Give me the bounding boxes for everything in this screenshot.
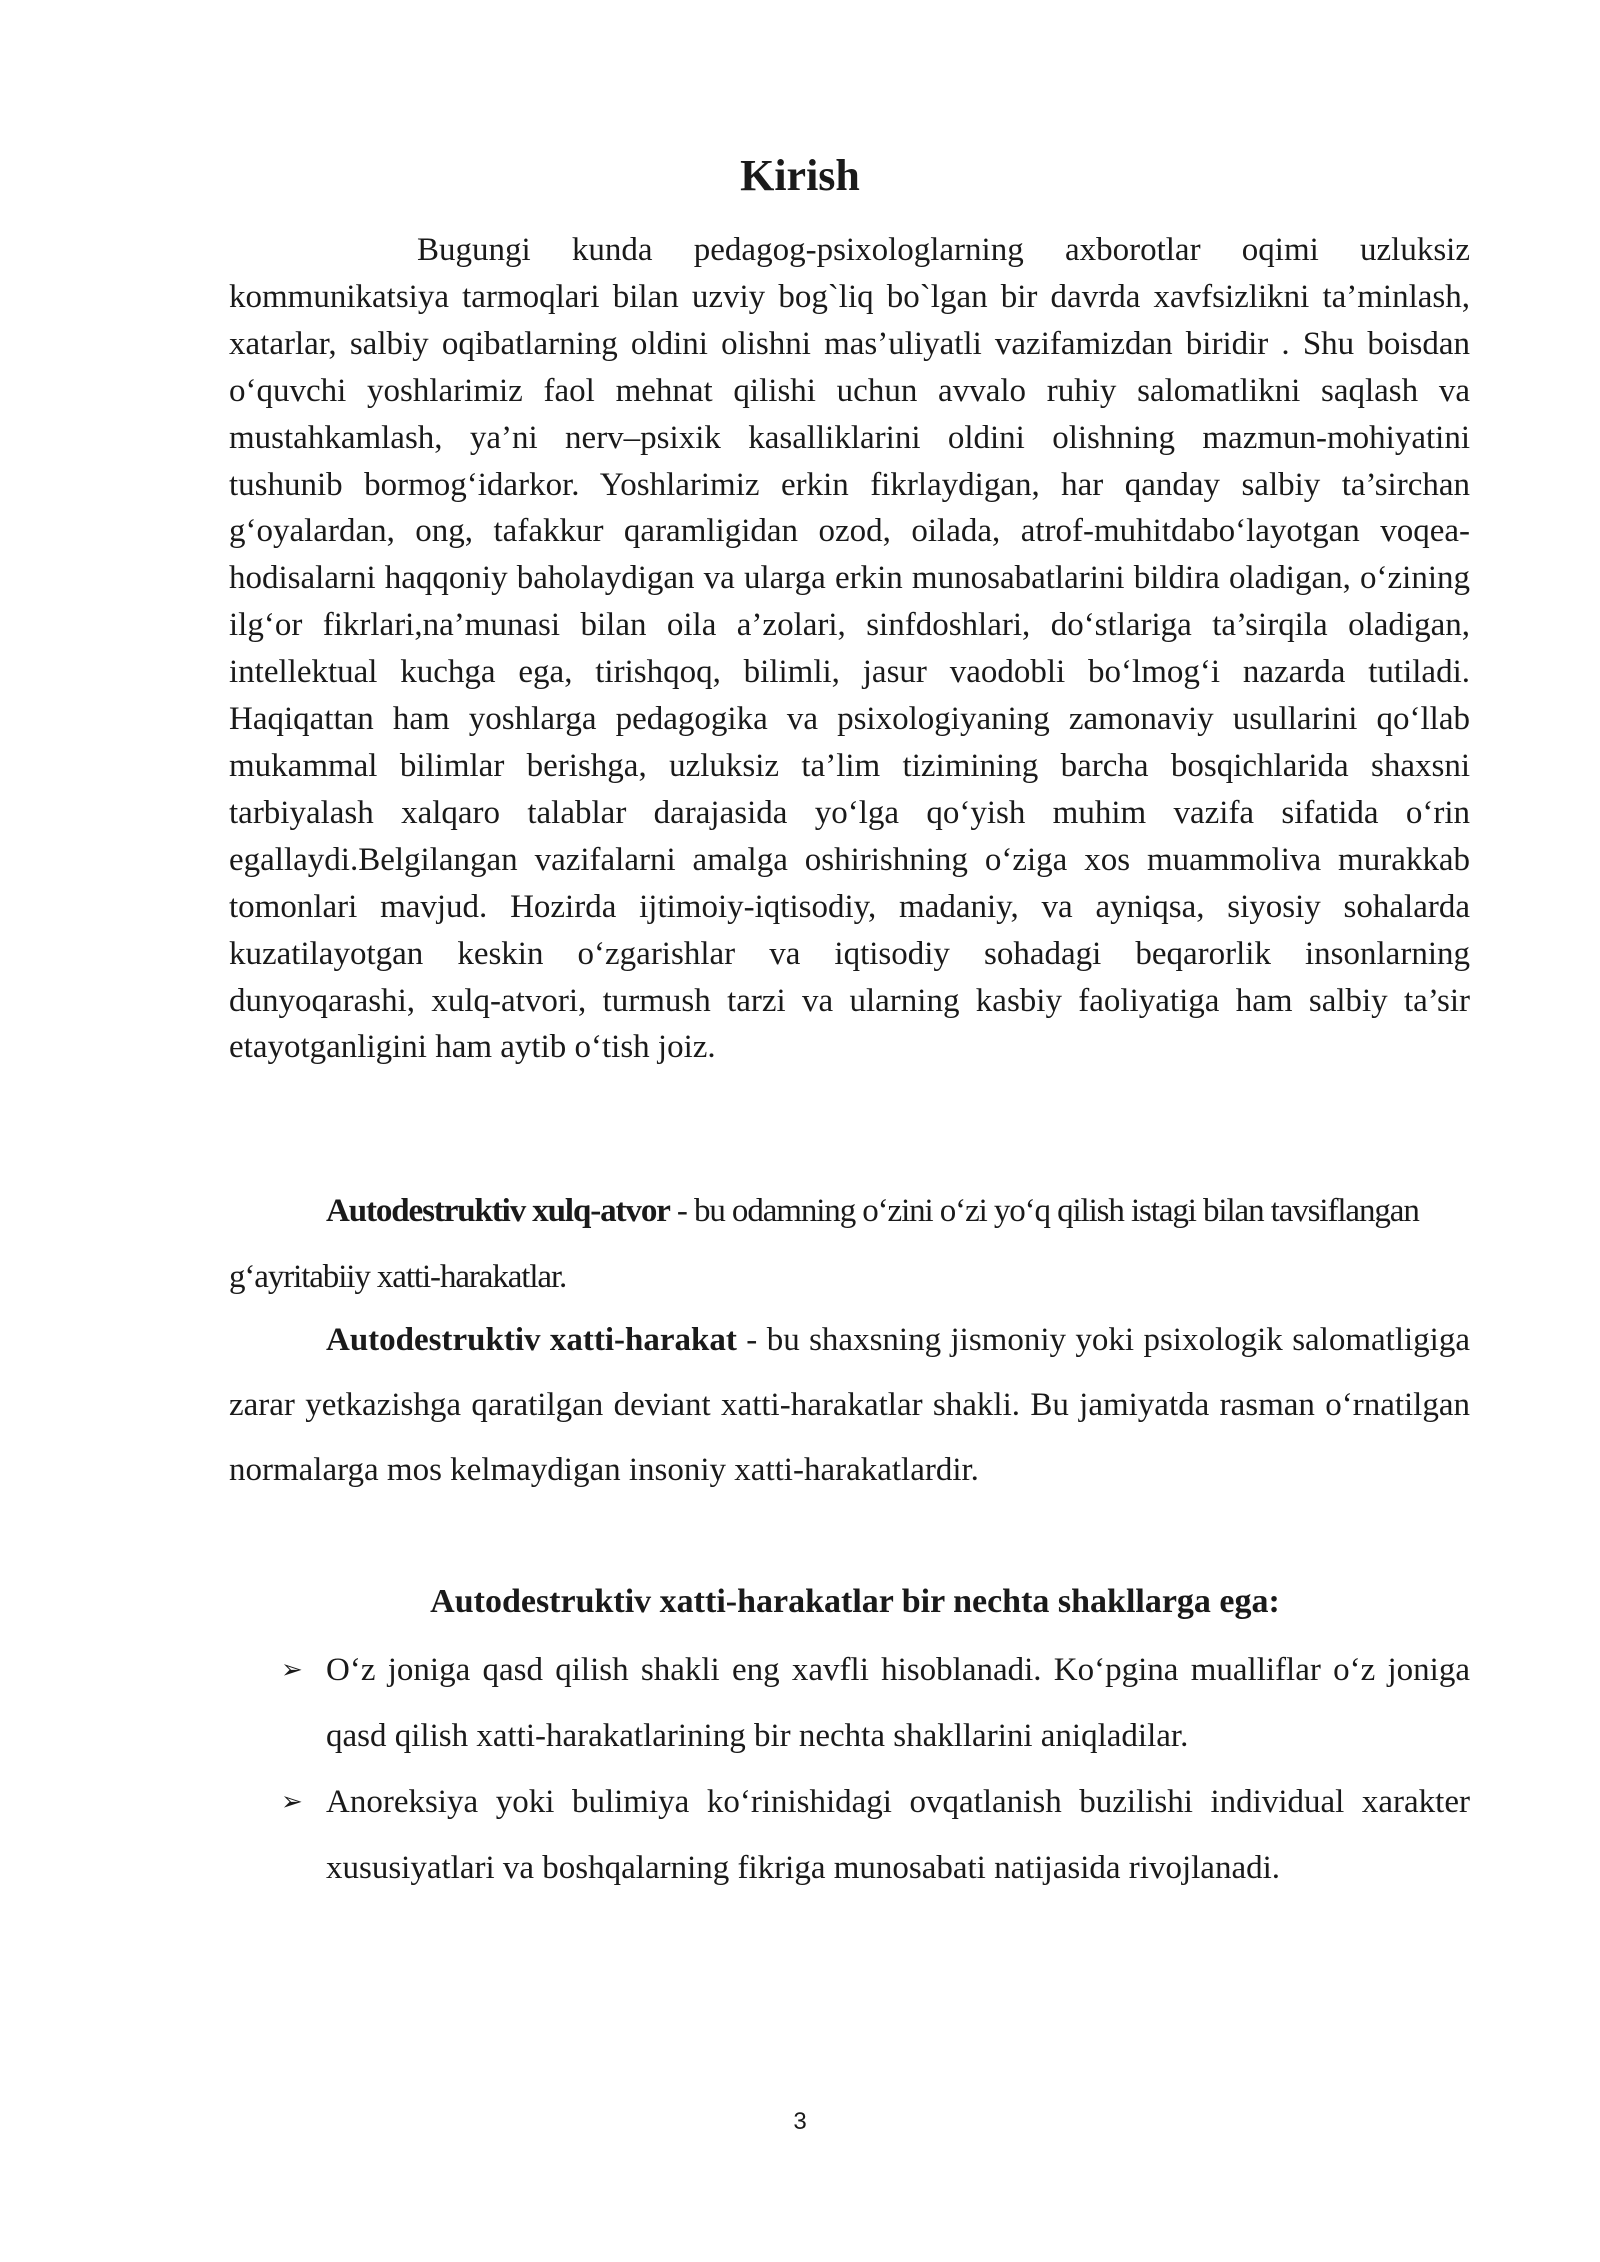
list-item-text: Anoreksiya yoki bulimiya ko‘rinishidagi ovqatlanish buzilishi individual xarakter xususiyatlari va boshqalarning fikriga munosabati natijasida rivojlanadi. (326, 1784, 1470, 1886)
definition-text-1: - bu odamning o‘zini o‘zi yo‘q qilish istagi bilan tavsiflangan g‘ayritabiiy xatti-harakatlar. (229, 1193, 1419, 1295)
forms-heading: Autodestruktiv xatti-harakatlar bir nechta shakllarga ega: (430, 1583, 1280, 1620)
page-title: Kirish (740, 151, 860, 200)
definition-text-2: - bu shaxsning jismoniy yoki psixologik salomatligiga zarar yetkazishga qaratilgan deviant xatti-harakatlar shakli. Bu jamiyatda rasman o‘rnatilgan normalarga mos kelmaydigan insoniy xatti-harakatlardir. (229, 1322, 1470, 1488)
definition-term-1: Autodestruktiv xulq-atvor (326, 1193, 670, 1229)
arrow-bullet-icon: ➢ (281, 1787, 303, 1817)
list-item (229, 1769, 1470, 1901)
forms-list (229, 1637, 1470, 1901)
definition-paragraph-1 (229, 1178, 1470, 1310)
page-number: 3 (793, 2108, 807, 2135)
list-item-text: O‘z joniga qasd qilish shakli eng xavfli hisoblanadi. Ko‘pgina mualliflar o‘z joniga qasd qilish xatti-harakatlarining bir nechta shakllarini aniqladilar. (326, 1652, 1470, 1754)
intro-paragraph: Bugungi kunda pedagog-psixologlarning axborotlar oqimi uzluksiz kommunikatsiya tarmoqlari bilan uzviy bog`liq bo`lgan bir davrda xavfsizlikni ta’minlash, xatarlar, salbiy oqibatlarning oldini olishni mas’uliyatli vazifamizdan biridir . Shu boisdan o‘quvchi yoshlarimiz faol mehnat qilishi uchun avvalo ruhiy salomatlikni saqlash va mustahkamlash, ya’ni nerv–psixik kasalliklarini oldini olishning mazmun-mohiyatini tushunib bormog‘idarkor. Yoshlarimiz erkin fikrlaydigan, har qanday salbiy ta’sirchan g‘oyalardan, ong, tafakkur qaramligidan ozod, oilada, atrof-muhitdabo‘layotgan voqea-hodisalarni haqqoniy baholaydigan va ularga erkin munosabatlarini bildira oladigan, o‘zining ilg‘or fikrlari,na’munasi bilan oila a’zolari, sinfdoshlari, do‘stlariga ta’sirqila oladigan, intellektual kuchga ega, tirishqoq, bilimli, jasur vaodobli bo‘lmog‘i nazarda tutiladi. Haqiqattan ham yoshlarga pedagogika va psixologiyaning zamonaviy usullarini qo‘llab mukammal bilimlar berishga, uzluksiz ta’lim tizimining barcha bosqichlarida shaxsni tarbiyalash xalqaro talablar darajasida yo‘lga qo‘yish muhim vazifa sifatida o‘rin egallaydi.Belgilangan vazifalarni amalga oshirishning o‘ziga xos muammoliva murakkab tomonlari mavjud. Hozirda ijtimoiy-iqtisodiy, madaniy, va ayniqsa, siyosiy sohalarda kuzatilayotgan keskin o‘zgarishlar va iqtisodiy sohadagi beqarorlik insonlarning dunyoqarashi, xulq-atvori, turmush tarzi va ularning kasbiy faoliyatiga ham salbiy ta’sir etayotganligini ham aytib o‘tish joiz. (229, 232, 1470, 1066)
definition-term-2: Autodestruktiv xatti-harakat (326, 1322, 737, 1358)
arrow-bullet-icon: ➢ (281, 1655, 303, 1685)
definition-paragraph-2 (229, 1308, 1470, 1503)
list-item (229, 1637, 1470, 1769)
